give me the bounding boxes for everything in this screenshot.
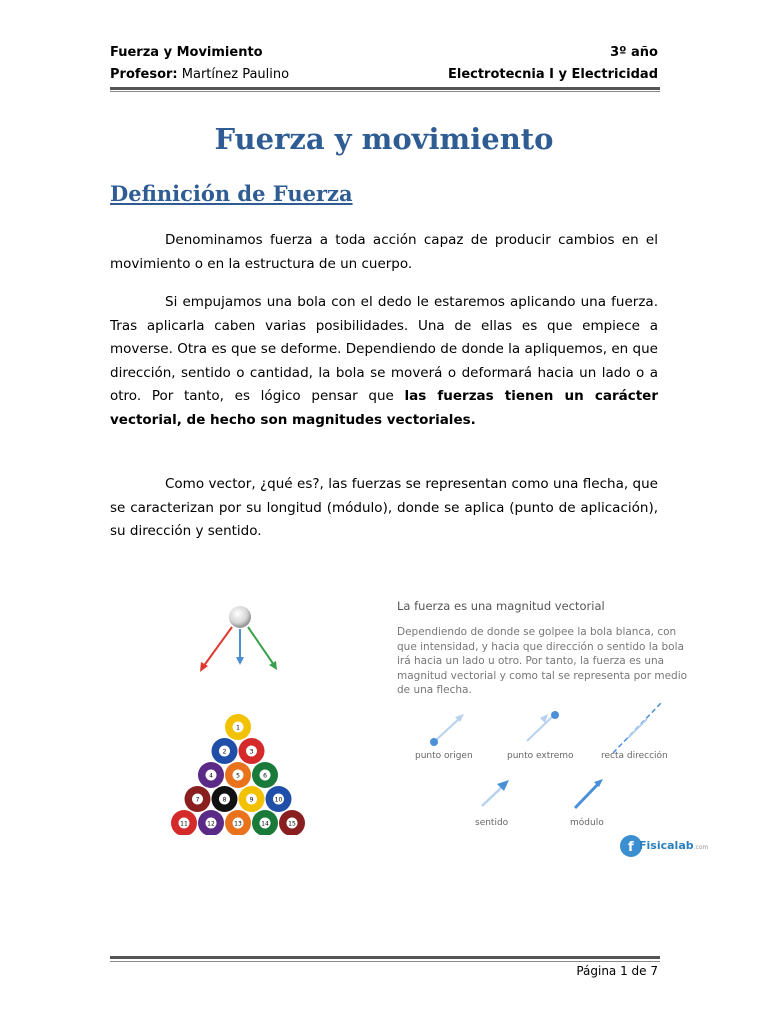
- paragraph-2: [110, 291, 658, 432]
- paragraph-3-text: Como vector, ¿qué es?, las fuerzas se representan como una flecha, que se caracterizan por su longitud (módulo), donde se aplica (punto de aplicación), su dirección y sentido.: [110, 476, 658, 539]
- label-line: recta dirección: [601, 751, 668, 761]
- ball-number: 8: [222, 796, 227, 804]
- page-number: Página 1 de 7: [576, 964, 658, 978]
- paragraph-1-text: Denominamos fuerza a toda acción capaz de producir cambios en el movimiento o en la estructura de un cuerpo.: [110, 232, 658, 272]
- header-row-2: [110, 67, 658, 82]
- header-row-1: [110, 45, 658, 60]
- header-rule-thin: [110, 91, 660, 92]
- subject-name: Electrotecnia I y Electricidad: [447, 67, 658, 82]
- label-sense: sentido: [475, 818, 509, 828]
- logo-main: Fisicalab: [639, 839, 694, 852]
- module-diagram: [575, 779, 603, 808]
- paragraph-3: [110, 473, 658, 544]
- ball-number: 14: [261, 820, 269, 828]
- ball-number: 11: [180, 820, 188, 828]
- vector-figure: [385, 595, 709, 865]
- vector-diagrams: [385, 695, 705, 835]
- ball-number: 13: [234, 820, 242, 828]
- footer-rule: [110, 956, 660, 959]
- ball-number: 6: [263, 772, 267, 780]
- direction-diagram: [613, 703, 661, 753]
- ball-number: 5: [236, 772, 240, 780]
- footer-rule-thin: [110, 961, 660, 962]
- svg-text:f: f: [628, 840, 634, 855]
- ball-number: 10: [274, 796, 283, 804]
- ball-number: 3: [249, 748, 254, 756]
- force-arrows: [200, 627, 277, 672]
- ball-number: 15: [288, 820, 296, 828]
- teacher-label: Profesor:: [110, 67, 178, 82]
- paragraph-2-bold: las fuerzas tienen un carácter vectorial, de hecho son magnitudes vectoriales.: [110, 388, 658, 428]
- billiard-illustration: [160, 595, 340, 835]
- sense-diagram: [482, 780, 509, 806]
- teacher-info: [110, 67, 289, 82]
- origin-diagram: [430, 714, 464, 746]
- section-title: Definición de Fuerza: [110, 181, 353, 206]
- page-title: Fuerza y movimiento: [214, 122, 554, 156]
- course-year: 3º año: [610, 45, 658, 60]
- teacher-name: Martínez Paulino: [181, 67, 290, 82]
- logo-text: [639, 839, 708, 852]
- header-rule: [110, 87, 660, 90]
- label-origin: punto origen: [415, 751, 473, 761]
- figure-title: La fuerza es una magnitud vectorial: [397, 599, 605, 613]
- label-module: módulo: [570, 818, 604, 828]
- ball-number: 1: [236, 724, 240, 732]
- ball-number: 4: [209, 772, 213, 780]
- label-end: punto extremo: [507, 751, 574, 761]
- paragraph-1: [110, 229, 658, 276]
- course-title: Fuerza y Movimiento: [110, 45, 263, 60]
- end-diagram: [527, 711, 559, 741]
- ball-rack: [171, 714, 305, 835]
- ball-number: 2: [222, 748, 227, 756]
- ball-number: 9: [249, 796, 254, 804]
- figure-text: Dependiendo de donde se golpee la bola blanca, con que intensidad, y hacia que dirección o sentido la bola irá hacia un lado u otro. Por tanto, la fuerza es una magnitud vectorial y como tal se representa por medio de una flecha.: [397, 626, 688, 696]
- ball-number: 7: [195, 796, 200, 804]
- billiard-figure: [160, 595, 340, 835]
- paragraph-2-text: Si empujamos una bola con el dedo le estaremos aplicando una fuerza. Tras aplicarla caben varias posibilidades. Una de ellas es que empiece a moverse. Otra es que se deforme. Dependiendo de donde la apliquemos, en que dirección, sentido o cantidad, la bola se moverá o deformará hacia un lado o a otro. Por tanto, es lógico pensar que: [110, 294, 658, 404]
- logo-suffix: .com: [693, 844, 709, 851]
- ball-number: 12: [207, 820, 215, 828]
- cue-ball: [229, 606, 251, 628]
